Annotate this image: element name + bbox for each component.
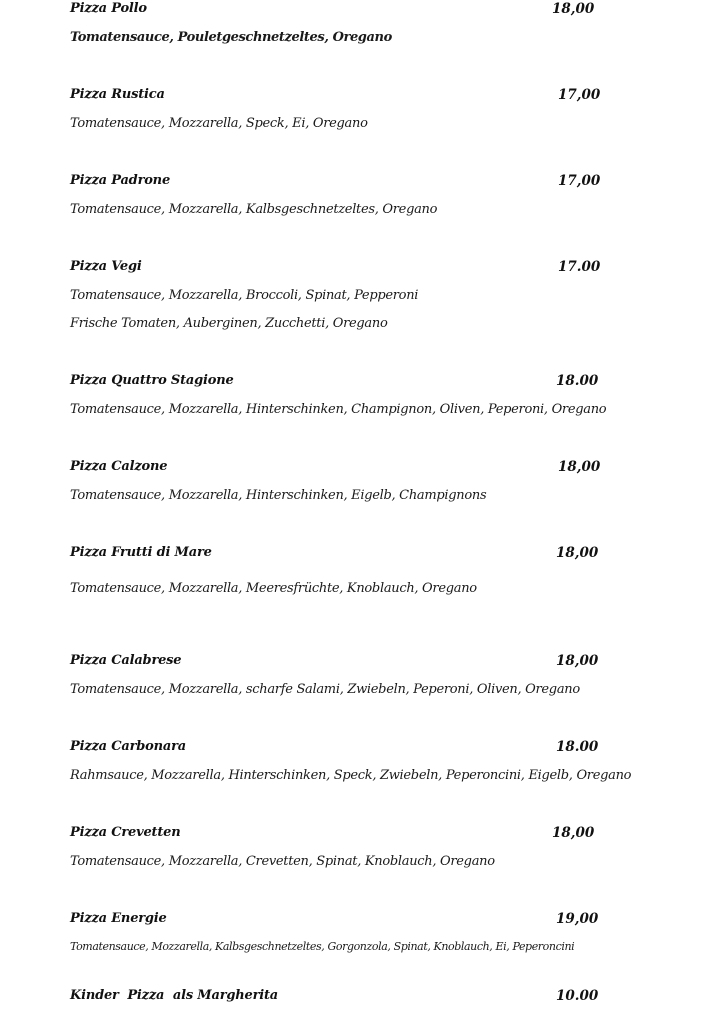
- item-name: Kinder Pizza als Margherita: [70, 988, 279, 1003]
- item-description: Tomatensauce, Mozzarella, Speck, Ei, Oregano: [70, 116, 368, 131]
- item-description: Tomatensauce, Mozzarella, Crevetten, Spinat, Knoblauch, Oregano: [70, 854, 495, 869]
- item-description: Tomatensauce, Mozzarella, scharfe Salami, Zwiebeln, Peperoni, Oliven, Oregano: [70, 682, 580, 697]
- item-name: Pizza Pollo: [70, 1, 147, 16]
- item-price: 18,00: [556, 653, 599, 669]
- item-description: Tomatensauce, Mozzarella, Hinterschinken, Eigelb, Champignons: [70, 488, 487, 503]
- item-price: 17,00: [558, 173, 601, 189]
- item-price: 19,00: [556, 911, 599, 927]
- item-name: Pizza Vegi: [70, 259, 142, 274]
- item-description: Rahmsauce, Mozzarella, Hinterschinken, Speck, Zwiebeln, Peperoncini, Eigelb, Oregano: [70, 768, 632, 783]
- item-name: Pizza Padrone: [70, 173, 171, 188]
- item-price: 18.00: [556, 373, 599, 389]
- item-price: 17.00: [558, 259, 601, 275]
- item-description: Tomatensauce, Mozzarella, Kalbsgeschnetzeltes, Oregano: [70, 202, 438, 217]
- item-price: 10.00: [556, 988, 599, 1004]
- item-name: Pizza Rustica: [70, 87, 165, 102]
- item-price: 17,00: [558, 87, 601, 103]
- item-name: Pizza Carbonara: [70, 739, 186, 754]
- item-price: 18.00: [556, 739, 599, 755]
- item-name: Pizza Calzone: [70, 459, 168, 474]
- item-price: 18,00: [552, 825, 595, 841]
- item-name: Pizza Quattro Stagione: [70, 373, 234, 388]
- item-price: 18,00: [556, 545, 599, 561]
- item-description: Tomatensauce, Mozzarella, Meeresfrüchte, Knoblauch, Oregano: [70, 581, 477, 596]
- item-description: Tomatensauce, Pouletgeschnetzeltes, Oregano: [70, 30, 392, 45]
- item-description: Tomatensauce, Mozzarella, Broccoli, Spinat, Pepperoni: [70, 288, 419, 303]
- item-description: Tomatensauce, Mozzarella, Kalbsgeschnetzeltes, Gorgonzola, Spinat, Knoblauch, Ei, Peperoncini: [70, 940, 575, 953]
- item-name: Pizza Crevetten: [70, 825, 181, 840]
- item-name: Pizza Calabrese: [70, 653, 182, 668]
- item-description: Frische Tomaten, Auberginen, Zucchetti, Oregano: [70, 316, 388, 331]
- item-name: Pizza Frutti di Mare: [70, 545, 212, 560]
- item-description: Tomatensauce, Mozzarella, Hinterschinken, Champignon, Oliven, Peperoni, Oregano: [70, 402, 607, 417]
- item-name: Pizza Energie: [70, 911, 167, 926]
- item-price: 18,00: [558, 459, 601, 475]
- item-price: 18,00: [552, 1, 595, 17]
